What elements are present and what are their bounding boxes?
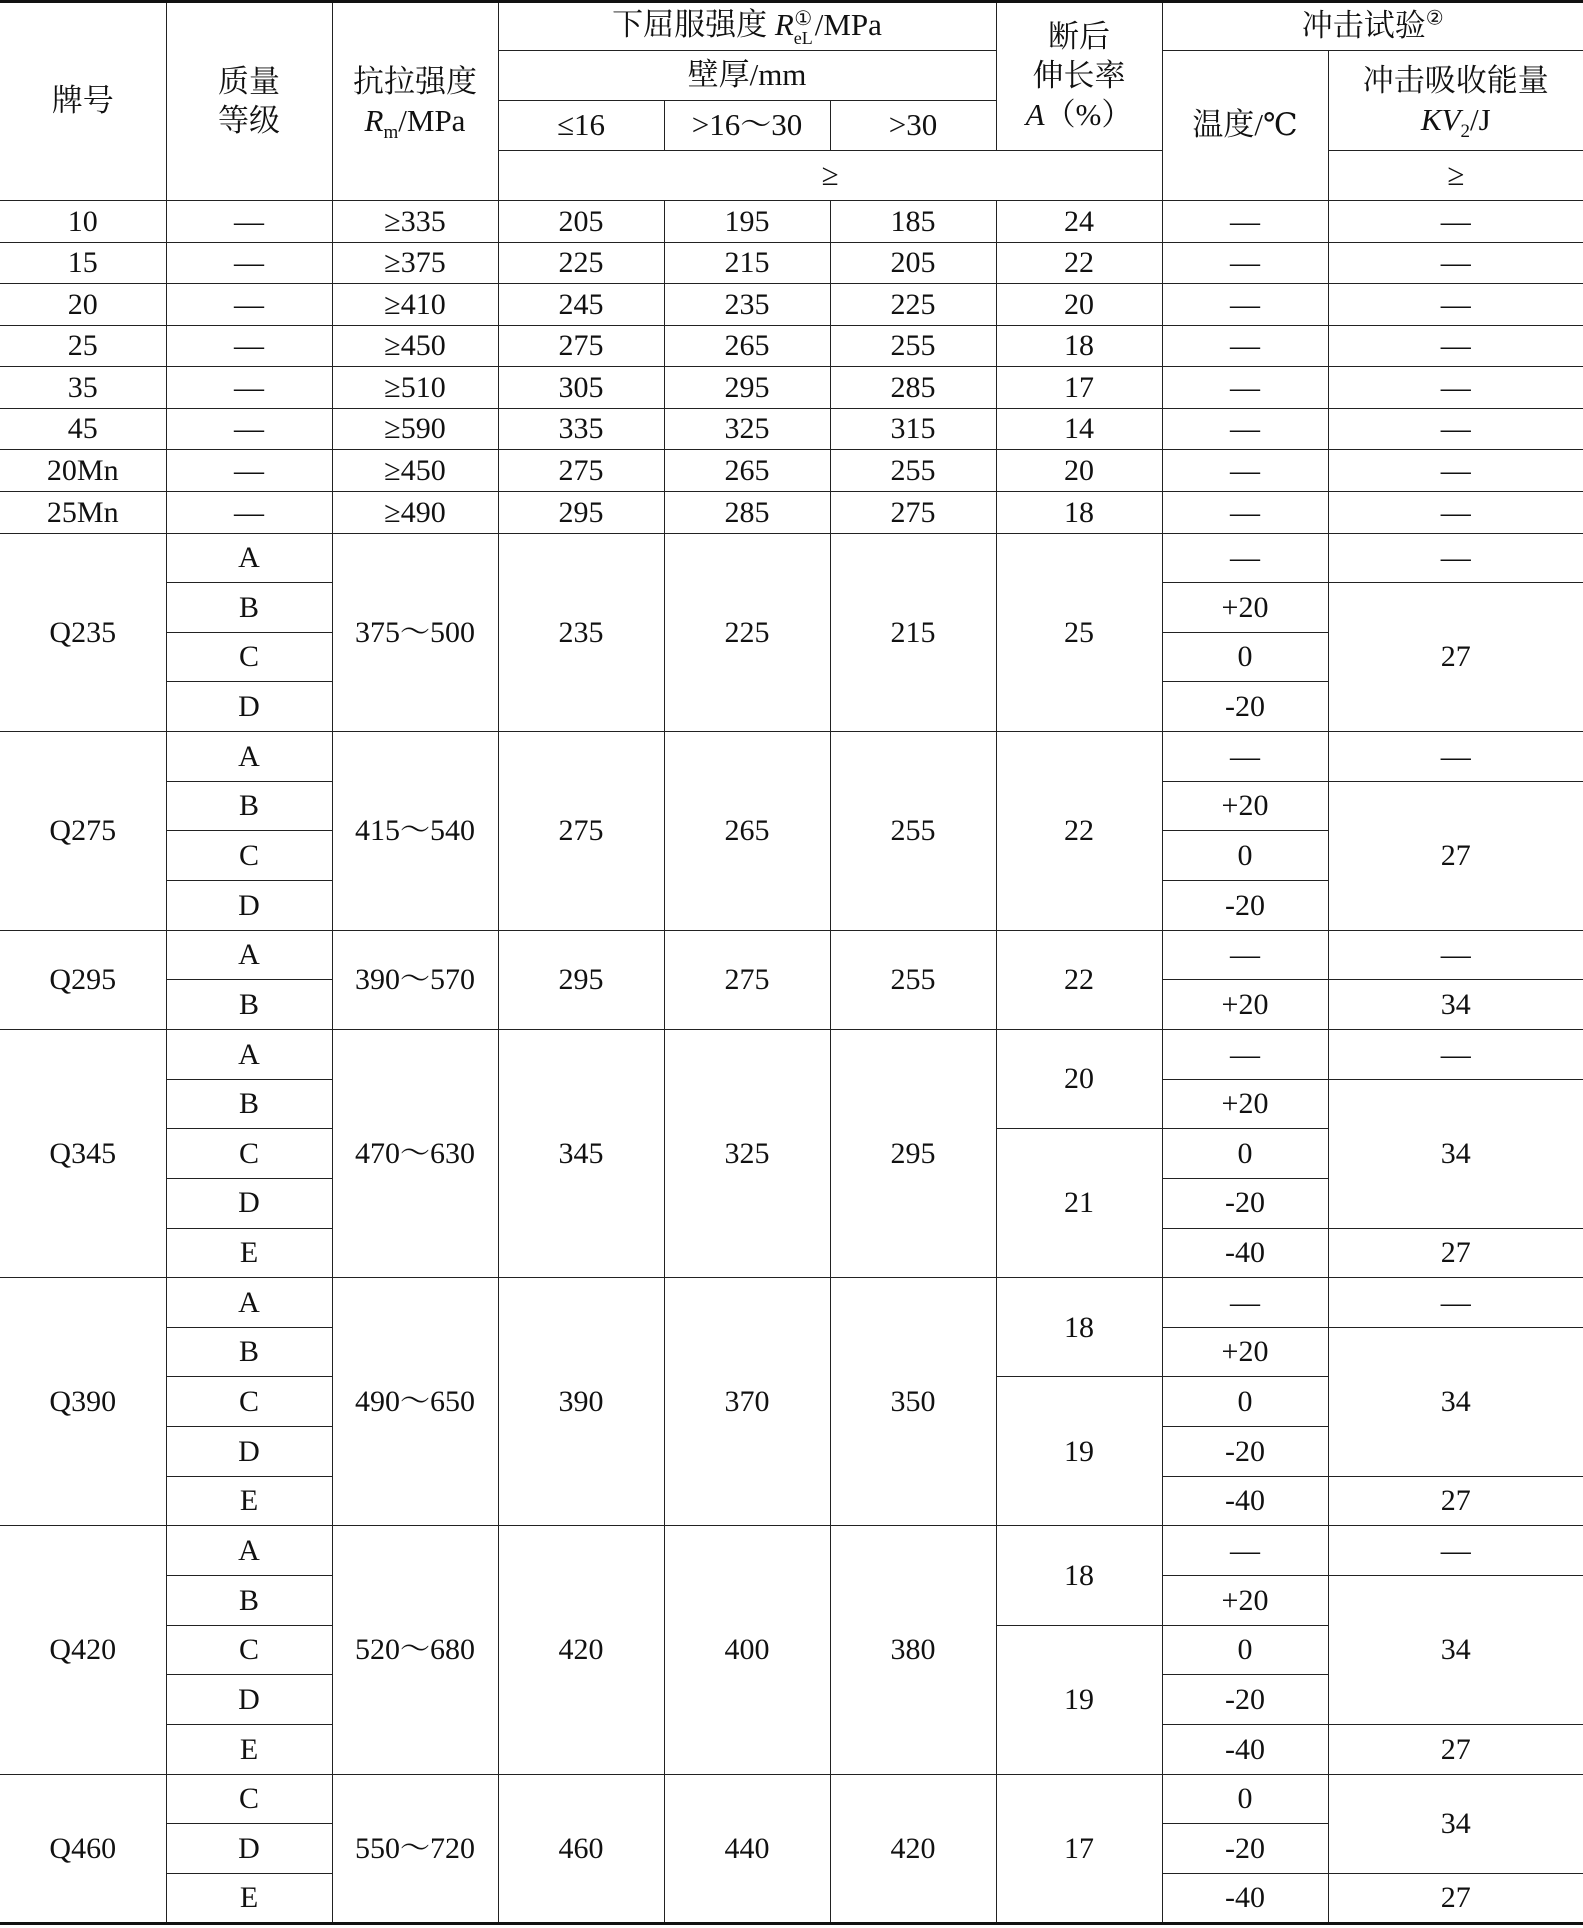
cell-yield-1: 295	[498, 492, 664, 534]
cell-quality: D	[166, 1427, 332, 1477]
cell-yield-1: 235	[498, 533, 664, 732]
cell-yield-1: 460	[498, 1774, 664, 1923]
cell-energy: 34	[1328, 1079, 1583, 1228]
cell-tensile: ≥450	[332, 450, 498, 492]
cell-elongation: 24	[996, 201, 1162, 243]
cell-grade: Q390	[0, 1278, 166, 1526]
header-wall-16-30: >16～30	[664, 101, 830, 151]
cell-tensile: 520～680	[332, 1526, 498, 1774]
cell-yield-3: 315	[830, 408, 996, 450]
cell-energy: —	[1328, 492, 1583, 534]
cell-energy: —	[1328, 325, 1583, 367]
cell-yield-1: 305	[498, 367, 664, 409]
cell-tensile: 490～650	[332, 1278, 498, 1526]
cell-yield-1: 335	[498, 408, 664, 450]
cell-quality: —	[166, 201, 332, 243]
cell-tensile: ≥590	[332, 408, 498, 450]
header-temperature: 温度/℃	[1162, 51, 1328, 201]
cell-tensile: ≥410	[332, 284, 498, 326]
cell-quality: B	[166, 980, 332, 1030]
table-row	[0, 492, 1583, 534]
header-wall-le16: ≤16	[498, 101, 664, 151]
cell-grade: 25	[0, 325, 166, 367]
cell-quality: B	[166, 1576, 332, 1626]
header-impact-energy: 冲击吸收能量 $KV_2/J$	[1328, 51, 1583, 151]
cell-yield-3: 255	[830, 732, 996, 931]
cell-temperature: -40	[1162, 1476, 1328, 1526]
cell-quality: A	[166, 1526, 332, 1576]
cell-yield-3: 185	[830, 201, 996, 243]
table-row	[0, 1278, 1583, 1328]
cell-temperature: -20	[1162, 1824, 1328, 1874]
table-row	[0, 325, 1583, 367]
cell-energy: —	[1328, 408, 1583, 450]
header-elongation: 断后 伸长率 A（%）	[996, 2, 1162, 151]
table-row	[0, 450, 1583, 492]
cell-yield-1: 275	[498, 325, 664, 367]
header-grade: 牌号	[0, 2, 166, 201]
cell-elongation: 18	[996, 492, 1162, 534]
cell-elongation: 20	[996, 1029, 1162, 1128]
cell-yield-3: 255	[830, 930, 996, 1029]
cell-elongation: 22	[996, 732, 1162, 931]
cell-yield-2: 275	[664, 930, 830, 1029]
cell-yield-1: 390	[498, 1278, 664, 1526]
cell-quality: —	[166, 325, 332, 367]
cell-temperature: -20	[1162, 881, 1328, 931]
table-row	[0, 201, 1583, 243]
cell-energy: —	[1328, 450, 1583, 492]
table-row	[0, 1526, 1583, 1576]
cell-tensile: ≥490	[332, 492, 498, 534]
cell-elongation: 18	[996, 1278, 1162, 1377]
cell-yield-3: 275	[830, 492, 996, 534]
cell-tensile: 550～720	[332, 1774, 498, 1923]
cell-yield-3: 215	[830, 533, 996, 732]
cell-grade: Q345	[0, 1029, 166, 1277]
cell-elongation: 17	[996, 367, 1162, 409]
cell-yield-2: 235	[664, 284, 830, 326]
cell-grade: 25Mn	[0, 492, 166, 534]
cell-yield-2: 295	[664, 367, 830, 409]
header-energy-min: ≥	[1328, 151, 1583, 201]
cell-grade: Q420	[0, 1526, 166, 1774]
cell-tensile: ≥375	[332, 242, 498, 284]
cell-quality: D	[166, 881, 332, 931]
cell-quality: —	[166, 450, 332, 492]
cell-energy: 27	[1328, 583, 1583, 732]
cell-quality: A	[166, 1029, 332, 1079]
cell-energy: 27	[1328, 1873, 1583, 1923]
cell-yield-2: 370	[664, 1278, 830, 1526]
cell-quality: C	[166, 831, 332, 881]
cell-elongation: 20	[996, 284, 1162, 326]
cell-tensile: 375～500	[332, 533, 498, 732]
cell-yield-1: 345	[498, 1029, 664, 1277]
table-row	[0, 408, 1583, 450]
cell-quality: D	[166, 1178, 332, 1228]
cell-quality: D	[166, 1675, 332, 1725]
cell-yield-1: 275	[498, 450, 664, 492]
cell-tensile: ≥450	[332, 325, 498, 367]
cell-temperature: —	[1162, 1029, 1328, 1079]
cell-quality: B	[166, 583, 332, 633]
cell-elongation: 21	[996, 1129, 1162, 1278]
cell-temperature: 0	[1162, 1774, 1328, 1824]
cell-energy: —	[1328, 732, 1583, 782]
cell-energy: 34	[1328, 1327, 1583, 1476]
table-row	[0, 1029, 1583, 1079]
table-row	[0, 930, 1583, 980]
cell-temperature: —	[1162, 533, 1328, 583]
cell-quality: E	[166, 1476, 332, 1526]
cell-temperature: +20	[1162, 1079, 1328, 1129]
cell-elongation: 22	[996, 930, 1162, 1029]
cell-temperature: +20	[1162, 980, 1328, 1030]
table-row	[0, 284, 1583, 326]
header-wall-gt30: >30	[830, 101, 996, 151]
cell-temperature: —	[1162, 408, 1328, 450]
cell-grade: Q275	[0, 732, 166, 931]
cell-temperature: —	[1162, 367, 1328, 409]
cell-temperature: -40	[1162, 1724, 1328, 1774]
cell-yield-3: 380	[830, 1526, 996, 1774]
cell-temperature: —	[1162, 732, 1328, 782]
header-wall-thickness: 壁厚/mm	[498, 51, 996, 101]
cell-energy: 34	[1328, 1774, 1583, 1873]
cell-quality: C	[166, 1377, 332, 1427]
cell-temperature: -20	[1162, 1178, 1328, 1228]
cell-temperature: 0	[1162, 1129, 1328, 1179]
cell-quality: —	[166, 408, 332, 450]
cell-yield-1: 245	[498, 284, 664, 326]
cell-yield-2: 400	[664, 1526, 830, 1774]
cell-energy: —	[1328, 367, 1583, 409]
cell-tensile: 390～570	[332, 930, 498, 1029]
cell-yield-1: 205	[498, 201, 664, 243]
cell-energy: —	[1328, 1526, 1583, 1576]
cell-yield-2: 265	[664, 325, 830, 367]
cell-quality: B	[166, 1327, 332, 1377]
cell-grade: 15	[0, 242, 166, 284]
cell-quality: C	[166, 632, 332, 682]
cell-temperature: +20	[1162, 583, 1328, 633]
cell-temperature: 0	[1162, 632, 1328, 682]
cell-quality: E	[166, 1724, 332, 1774]
cell-temperature: -20	[1162, 1427, 1328, 1477]
cell-grade: Q460	[0, 1774, 166, 1923]
cell-temperature: —	[1162, 284, 1328, 326]
cell-yield-3: 350	[830, 1278, 996, 1526]
table-row	[0, 1774, 1583, 1824]
cell-yield-1: 225	[498, 242, 664, 284]
cell-temperature: +20	[1162, 1327, 1328, 1377]
cell-quality: C	[166, 1774, 332, 1824]
cell-yield-3: 225	[830, 284, 996, 326]
cell-temperature: +20	[1162, 781, 1328, 831]
cell-quality: E	[166, 1228, 332, 1278]
cell-elongation: 18	[996, 325, 1162, 367]
cell-energy: 34	[1328, 1576, 1583, 1725]
cell-yield-3: 255	[830, 450, 996, 492]
cell-grade: 35	[0, 367, 166, 409]
cell-temperature: —	[1162, 1526, 1328, 1576]
cell-temperature: —	[1162, 492, 1328, 534]
cell-temperature: -20	[1162, 1675, 1328, 1725]
cell-elongation: 25	[996, 533, 1162, 732]
cell-temperature: 0	[1162, 1625, 1328, 1675]
cell-energy: —	[1328, 242, 1583, 284]
cell-temperature: -40	[1162, 1228, 1328, 1278]
cell-quality: B	[166, 781, 332, 831]
cell-yield-3: 295	[830, 1029, 996, 1277]
header-quality: 质量 等级	[166, 2, 332, 201]
cell-energy: 27	[1328, 1724, 1583, 1774]
cell-energy: —	[1328, 201, 1583, 243]
cell-quality: A	[166, 930, 332, 980]
cell-yield-2: 225	[664, 533, 830, 732]
cell-energy: —	[1328, 533, 1583, 583]
header-yield-min: ≥	[498, 151, 1162, 201]
cell-tensile: 415～540	[332, 732, 498, 931]
cell-temperature: 0	[1162, 1377, 1328, 1427]
cell-elongation: 22	[996, 242, 1162, 284]
cell-energy: —	[1328, 930, 1583, 980]
cell-grade: Q295	[0, 930, 166, 1029]
cell-yield-3: 420	[830, 1774, 996, 1923]
cell-elongation: 19	[996, 1377, 1162, 1526]
cell-temperature: —	[1162, 450, 1328, 492]
cell-quality: —	[166, 367, 332, 409]
cell-energy: —	[1328, 284, 1583, 326]
header-impact-test: 冲击试验②	[1162, 2, 1583, 51]
cell-temperature: —	[1162, 325, 1328, 367]
cell-temperature: -20	[1162, 682, 1328, 732]
cell-grade: 10	[0, 201, 166, 243]
table-row	[0, 732, 1583, 782]
cell-temperature: 0	[1162, 831, 1328, 881]
header-yield-strength: 下屈服强度 R ① eL /MPa	[498, 2, 996, 51]
table-row	[0, 242, 1583, 284]
cell-elongation: 19	[996, 1625, 1162, 1774]
cell-energy: —	[1328, 1278, 1583, 1328]
cell-elongation: 18	[996, 1526, 1162, 1625]
cell-quality: E	[166, 1873, 332, 1923]
cell-energy: 27	[1328, 781, 1583, 930]
cell-temperature: —	[1162, 1278, 1328, 1328]
cell-yield-3: 255	[830, 325, 996, 367]
cell-yield-2: 215	[664, 242, 830, 284]
cell-yield-2: 325	[664, 408, 830, 450]
cell-yield-1: 275	[498, 732, 664, 931]
cell-temperature: —	[1162, 201, 1328, 243]
cell-elongation: 14	[996, 408, 1162, 450]
cell-quality: —	[166, 242, 332, 284]
cell-yield-3: 285	[830, 367, 996, 409]
cell-quality: A	[166, 732, 332, 782]
cell-quality: D	[166, 1824, 332, 1874]
cell-yield-3: 205	[830, 242, 996, 284]
cell-temperature: +20	[1162, 1576, 1328, 1626]
table-row	[0, 367, 1583, 409]
cell-quality: C	[166, 1625, 332, 1675]
cell-yield-2: 265	[664, 450, 830, 492]
cell-temperature: —	[1162, 242, 1328, 284]
cell-yield-2: 265	[664, 732, 830, 931]
cell-tensile: ≥510	[332, 367, 498, 409]
cell-yield-2: 440	[664, 1774, 830, 1923]
cell-elongation: 20	[996, 450, 1162, 492]
cell-temperature: —	[1162, 930, 1328, 980]
cell-tensile: ≥335	[332, 201, 498, 243]
cell-grade: 45	[0, 408, 166, 450]
cell-yield-2: 195	[664, 201, 830, 243]
cell-energy: 34	[1328, 980, 1583, 1030]
table-row	[0, 533, 1583, 583]
cell-quality: —	[166, 284, 332, 326]
cell-quality: B	[166, 1079, 332, 1129]
cell-yield-1: 420	[498, 1526, 664, 1774]
cell-yield-2: 285	[664, 492, 830, 534]
cell-quality: A	[166, 533, 332, 583]
cell-energy: —	[1328, 1029, 1583, 1079]
cell-grade: Q235	[0, 533, 166, 732]
cell-yield-1: 295	[498, 930, 664, 1029]
cell-yield-2: 325	[664, 1029, 830, 1277]
cell-grade: 20	[0, 284, 166, 326]
cell-energy: 27	[1328, 1228, 1583, 1278]
cell-grade: 20Mn	[0, 450, 166, 492]
cell-quality: —	[166, 492, 332, 534]
cell-elongation: 17	[996, 1774, 1162, 1923]
cell-temperature: -40	[1162, 1873, 1328, 1923]
header-tensile: 抗拉强度 $R_m$/MPa	[332, 2, 498, 201]
cell-quality: A	[166, 1278, 332, 1328]
cell-quality: D	[166, 682, 332, 732]
cell-tensile: 470～630	[332, 1029, 498, 1277]
cell-quality: C	[166, 1129, 332, 1179]
cell-energy: 27	[1328, 1476, 1583, 1526]
